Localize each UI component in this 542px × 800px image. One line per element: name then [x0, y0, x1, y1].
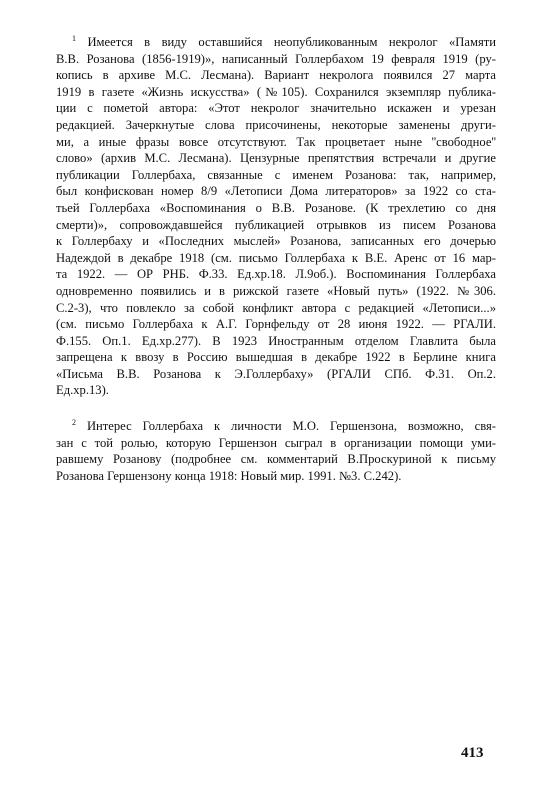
footnote-line: [56, 266, 496, 283]
footnote-text: В.В. Розанова (1856-1919)», написанный Голлербахом 19 февраля 1919 (ру-: [56, 51, 496, 66]
footnote-line: [56, 451, 496, 468]
footnote-marker: 2: [72, 418, 76, 428]
footnote-line: [56, 167, 496, 184]
footnote-line: [56, 183, 496, 200]
footnote-line: [56, 366, 496, 383]
footnote-line: [56, 84, 496, 101]
footnote-line: [56, 34, 496, 51]
footnote-text: тьей Голлербаха «Воспоминания о В.В. Розанове. (К трехлетию со дня: [56, 200, 496, 215]
footnote-text: Розанова Гершензону конца 1918: Новый мир. 1991. №3. С.242).: [56, 468, 402, 483]
footnote-line: [56, 316, 496, 333]
footnote-text: к Голлербаху и «Последних мыслей» Розанова, записанных его дочерью: [56, 234, 496, 249]
footnote-line: [56, 435, 496, 452]
footnote-line: [56, 418, 496, 435]
footnote-1: [56, 34, 496, 399]
footnote-line: [56, 67, 496, 84]
footnote-text: публикации Голлербаха, связанные с именем Розанова: так, например,: [56, 167, 496, 182]
footnote-text: копись в архиве М.С. Лесмана). Вариант некролога появился 27 марта: [56, 68, 496, 83]
footnote-text: Имеется в виду оставшийся неопубликованным некролог «Памяти: [87, 35, 496, 49]
footnote-line: [56, 117, 496, 134]
footnote-text: смерти)», сопровождавшейся публикацией отрывков из писем Розанова: [56, 217, 496, 232]
footnote-line: [56, 150, 496, 167]
footnote-text: был конфискован номер 8/9 «Летописи Дома литераторов» за 1922 со ста-: [56, 184, 496, 199]
footnote-line: [56, 349, 496, 366]
footnote-text: ции с пометой автора: «Этот некролог значительно искажен и урезан: [56, 101, 496, 116]
footnote-text: «Письма В.В. Розанова к Э.Голлербаху» (РГАЛИ СПб. Ф.31. Оп.2.: [56, 366, 496, 381]
footnote-text: 1919 в газете «Жизнь искусства» (№105). Сохранился экземпляр публика-: [56, 84, 496, 99]
footnote-text: ми, а иные фразы вовсе отсутствуют. Так процветает ныне ''свободное'': [56, 134, 496, 149]
footnote-text: та 1922. — ОР РНБ. Ф.33. Ед.хр.18. Л.9об.). Воспоминания Голлербаха: [56, 267, 496, 282]
footnote-line: [56, 100, 496, 117]
footnote-line: [56, 217, 496, 234]
footnote-text: слово» (архив М.С. Лесмана). Цензурные препятствия встречали и другие: [56, 151, 496, 166]
footnote-marker: 1: [72, 34, 76, 43]
page-number: 413: [461, 745, 484, 761]
footnote-text: запрещена к ввозу в Россию вышедшая в декабре 1922 в Берлине книга: [56, 350, 496, 365]
footnote-text: зан с той ролью, которую Гершензон сыграл в организации помощи уми-: [56, 435, 496, 450]
footnote-text: одновременно появились и в рижской газете «Новый путь» (1922. №306.: [56, 283, 496, 298]
footnote-text: С.2-3), что повлекло за собой конфликт автора с редакцией «Летописи...»: [56, 300, 496, 315]
footnote-text: Ф.155. Оп.1. Ед.хр.277). В 1923 Иностранным отделом Главлита была: [56, 333, 496, 348]
footnote-line: [56, 233, 496, 250]
footnote-line: [56, 333, 496, 350]
footnote-text: редакцией. Зачеркнутые слова присочинены, некоторые заменены други-: [56, 117, 496, 132]
footnote-text: Надеждой в декабре 1918 (см. письмо Голлербаха к В.Е. Аренс от 16 мар-: [56, 250, 496, 265]
footnote-line: [56, 200, 496, 217]
footnote-line: [56, 382, 496, 399]
footnote-line: [56, 468, 496, 485]
footnote-line: [56, 250, 496, 267]
footnote-text: равшему Розанову (подробнее см. комментарий В.Проскуриной к письму: [56, 452, 496, 467]
footnote-text: Ед.хр.13).: [56, 383, 109, 398]
footnotes-block: [56, 34, 496, 503]
footnote-line: [56, 134, 496, 151]
footnote-2: [56, 418, 496, 484]
footnote-text: (см. письмо Голлербаха к А.Г. Горнфельду от 28 июня 1922. — РГАЛИ.: [56, 317, 496, 332]
footnote-line: [56, 300, 496, 317]
footnote-line: [56, 283, 496, 300]
footnote-text: Интерес Голлербаха к личности М.О. Гершензона, возможно, свя-: [86, 419, 496, 434]
footnote-line: [56, 51, 496, 68]
